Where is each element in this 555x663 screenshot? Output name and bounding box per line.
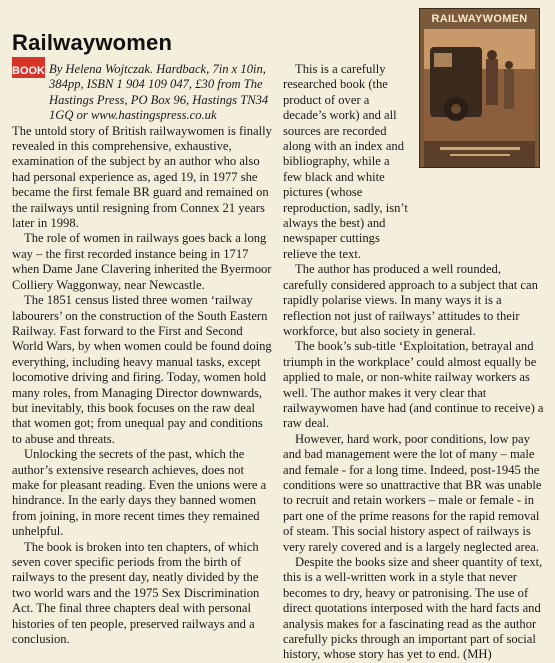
right-paragraph-5: Despite the books size and sheer quantity of text, this is a well-written work in a style that never becomes to dry, heavy or patronising. The use of direct quotations interposed with the hard facts and analysis makes for a fascinating read as the author carefully picks through an important part of social history, whose story has yet to end. (MH): [283, 555, 543, 662]
book-details: By Helena Wojtczak. Hardback, 7in x 10in, 384pp, ISBN 1 904 109 047, £30 from The Hastings Press, PO Box 96, Hastings TN34 1GQ or www.hastingspress.co.uk: [49, 62, 269, 123]
left-paragraph-5: The book is broken into ten chapters, of which seven cover specific periods from the birth of railways to the present day, neatly divided by the two world wars and the 1975 Sex Discrimination Act. The final three chapters deal with personal histories of ten people, preserved railways and a conclusion.: [12, 539, 260, 647]
left-paragraph-1: The untold story of British railwaywomen is finally revealed in this comprehensive, exhaustive, examination of the subject by an author who also had personal experience as, aged 19, in 1977 she became the first female BR guard and remained on the railways until resigning from Connex 21 years later in 1998.: [12, 123, 272, 231]
left-paragraph-4: Unlocking the secrets of the past, which the author’s extensive research achieves, does not make for pleasant reading. Even the unions were a hindrance. In the early days they banned women from joining, in more recent times they remained unhelpful.: [12, 447, 267, 539]
cover-title: RAILWAYWOMEN: [431, 13, 528, 25]
article-title: Railwaywomen: [12, 30, 173, 55]
right-paragraph-3: The book’s sub-title ‘Exploitation, betrayal and triumph in the workplace’ could almost equally be applied to male, or non-white railway workers as well. The author makes it very clear that railwaywomen have had (and continue to receive) a raw deal.: [283, 339, 544, 431]
right-column: [283, 62, 545, 663]
right-paragraph-2: The author has produced a well rounded, carefully considered approach to a subject that can rapidly polarise views. In many ways it is a reflection not just of railways’ attitudes to their workforce, but also society in general.: [283, 262, 538, 338]
book-badge: BOOK: [12, 57, 45, 78]
right-paragraph-4: However, hard work, poor conditions, low pay and bad management were the lot of many – male and female - for a long time. Indeed, post-1945 the conditions were so unattractive that BR was unable to recruit and retain workers – male or female - in part one of the prime reasons for the rapid removal of steam. This social history aspect of railways is very rarely covered and is a largely neglected area.: [283, 431, 542, 554]
left-paragraph-2: The role of women in railways goes back a long way – the first recorded instance being in 1717 when Dame Jane Clavering inherited the Byermoor Colliery Waggonway, near Newcastle.: [12, 231, 272, 292]
right-paragraph-1: This is a carefully researched book (the product of over a decade’s work) and all sources are recorded along with an index and bibliography, while a few black and white pictures (whose reproduction, sadly, isn’t always the best) and newspaper cuttings relieve the text.: [283, 62, 408, 261]
left-column: [12, 62, 274, 647]
left-paragraph-3: The 1851 census listed three women ‘railway labourers’ on the construction of the South Eastern Railway. Fast forward to the First and Second World Wars, by when women could be found doing everything, including heavy manual tasks, except locomotive driving and firing. Today, women hold many roles, from Managing Director downwards, but inevitably, this book focuses on the raw deal that women got; from unequal pay and conditions to abuse and threats.: [12, 293, 272, 446]
